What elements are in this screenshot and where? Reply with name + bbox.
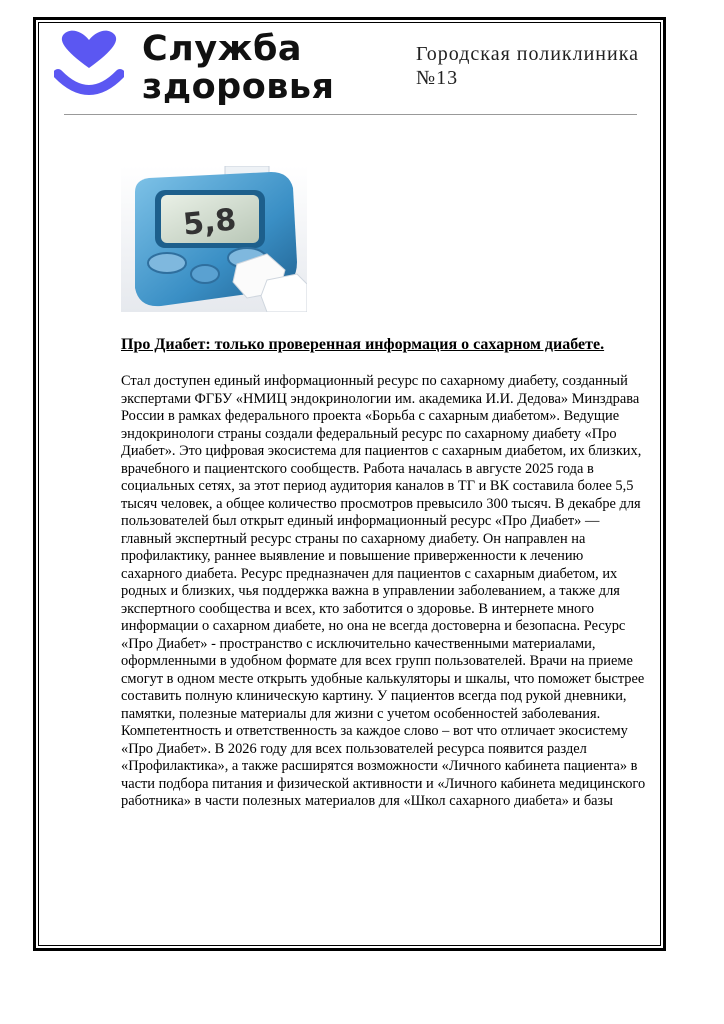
article-line: экспертами ФГБУ «НМИЦ эндокринологии им. академика И.И. Дедова» Минздрава — [121, 390, 640, 407]
article-line: эндокринологи страны создали федеральный ресурс по сахарному диабету «Про — [121, 425, 617, 442]
article-line: социальных сетях, за этот период аудитория каналов в ТГ и ВК составила более 5,5 — [121, 478, 634, 494]
glucometer-reading — [181, 202, 238, 242]
heart-smile-icon — [54, 28, 124, 104]
article-line: экспертного сообщества и всех, кто заботится о здоровье. В интернете много — [121, 600, 594, 617]
glucometer-photo — [121, 166, 307, 312]
article-line: составить полную клиническую картину. У пациентов всегда под рукой дневники, — [121, 688, 627, 704]
brand-logo — [54, 28, 334, 108]
brand-name-line-2: здоровья — [142, 67, 335, 107]
article-line: родных и близких, чья поддержка важна в управлении заболеванием, а также для — [121, 583, 620, 599]
article-line: смогут в одном месте открыть удобные калькуляторы и шкалы, что поможет быстрее — [121, 670, 645, 687]
clinic-name-line-2: №13 — [416, 67, 459, 89]
svg-text:5,8: 5,8 — [181, 202, 238, 243]
article-line: «Про Диабет». В 2026 году для всех пользователей ресурса появится раздел — [121, 740, 587, 757]
article-line: пользователей был открыт единый информационный ресурс «Про Диабет» — — [121, 513, 600, 529]
article-line: Стал доступен единый информационный ресурс по сахарному диабету, созданный — [121, 373, 628, 389]
article-line: тысяч человек, а общее количество просмотров превысило 300 тысяч. В декабре для — [121, 495, 641, 512]
article-line: части подбора питания и физической активности и «Личного кабинета медицинского — [121, 775, 646, 792]
article-body — [121, 373, 661, 811]
article-line: работника» в части полезных материалов для «Школ сахарного диабета» и базы — [121, 793, 613, 809]
article-line: «Про Диабет» - пространство с исключительно качественными материалами, — [121, 635, 596, 652]
article-line: профилактику, раннее выявление и повышение приверженности к лечению — [121, 548, 584, 564]
article-line: памятки, полезные материалы для жизни с учетом особенностей заболевания. — [121, 705, 601, 722]
article-line: сахарного диабета. Ресурс предназначен для пациентов с сахарным диабетом, их — [121, 565, 618, 582]
article-line: главный экспертный ресурс страны по сахарному диабету. Он направлен на — [121, 530, 586, 547]
article-line: врачебного и пациентского сообществ. Работа началась в августе 2025 года в — [121, 460, 594, 477]
header-divider — [64, 114, 637, 115]
brand-name-line-1: Служба — [142, 29, 303, 69]
article-line: информации о сахарном диабете, но она не всегда достоверна и безопасна. Ресурс — [121, 618, 626, 634]
article-line: Компетентность и ответственность за каждое слово – вот что отличает экосистему — [121, 723, 628, 739]
article-line: России в рамках федерального проекта «Борьба с сахарным диабетом». Ведущие — [121, 408, 620, 424]
article-line: Диабет». Это цифровая экосистема для пациентов с сахарным диабетом, их близких, — [121, 443, 642, 459]
article-title: Про Диабет: только проверенная информация о сахарном диабете. — [121, 336, 605, 353]
article-line: оформленными в удобном формате для всех групп пользователей. Врачи на приеме — [121, 653, 633, 669]
article-line: «Профилактика», а также расширятся возможности «Личного кабинета пациента» в — [121, 758, 638, 774]
clinic-name — [416, 42, 639, 90]
clinic-name-line-1: Городская поликлиника — [416, 43, 639, 65]
glucometer-icon — [121, 166, 307, 312]
